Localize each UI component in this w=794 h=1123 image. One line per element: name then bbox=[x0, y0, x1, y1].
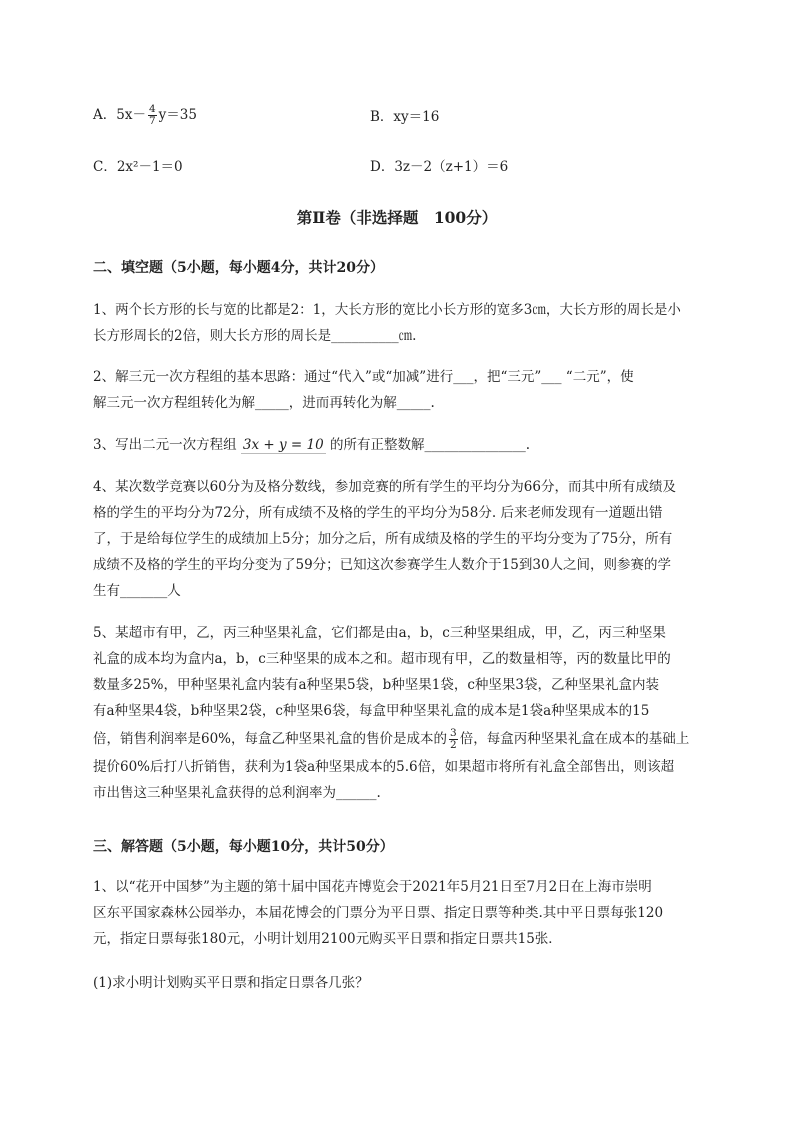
q3-suffix: 的所有正整数解_______________. bbox=[329, 437, 531, 453]
q4-line: 4、某次数学竞赛以60分为及格分数线，参加竞赛的所有学生的平均分为66分，而其中所有成绩及 bbox=[93, 479, 676, 495]
s3q1-line: 区东平国家森林公园举办，本届花博会的门票分为平日票、指定日票等种类.其中平日票每张120 bbox=[93, 905, 664, 921]
section2-heading: 二、填空题（5小题，每小题4分，共计20分） bbox=[93, 260, 384, 276]
q3-prefix: 3、写出二元一次方程组 bbox=[93, 437, 237, 453]
q5-fraction-line bbox=[93, 724, 713, 754]
section3-heading: 三、解答题（5小题，每小题10分，共计50分） bbox=[93, 839, 394, 855]
q2-line: 解三元一次方程组转化为解_____，进而再转化为解_____. bbox=[93, 395, 435, 411]
q5-frac-suffix: 倍，每盒丙种坚果礼盒在成本的基础上 bbox=[459, 731, 690, 747]
part-title: 第Ⅱ卷（非选择题 100分） bbox=[296, 208, 498, 227]
fraction-numerator: 4 bbox=[148, 103, 156, 115]
q2-line: 2、解三元一次方程组的基本思路：通过“代入”或“加减”进行___，把“三元”___ “二元”，使 bbox=[93, 369, 634, 385]
q5-fraction bbox=[449, 728, 458, 751]
q4-line: 格的学生的平均分为72分，所有成绩不及格的学生的平均分为58分. 后来老师发现有一道题出错 bbox=[93, 505, 663, 521]
option-b[interactable]: B．xy＝16 bbox=[370, 109, 440, 125]
q5-line: 礼盒的成本均为盒内a，b，c三种坚果的成本之和。超市现有甲，乙的数量相等，丙的数量比甲的 bbox=[93, 651, 671, 667]
section2-q3 bbox=[93, 432, 713, 458]
q3-line bbox=[93, 432, 713, 458]
q4-line: 了，于是给每位学生的成绩加上5分；加分之后，所有成绩及格的学生的平均分变为了75分，所有 bbox=[93, 531, 673, 547]
q1-line: 长方形周长的2倍，则大长方形的周长是__________㎝. bbox=[93, 328, 417, 344]
q5-line: 数量多25%，甲种坚果礼盒内装有a种坚果5袋，b种坚果1袋，c种坚果3袋，乙种坚果礼盒内装 bbox=[93, 677, 660, 693]
section3-q1-sub1 bbox=[93, 970, 713, 996]
q5-line: 5、某超市有甲，乙，丙三种坚果礼盒，它们都是由a，b，c三种坚果组成，甲，乙，丙三种坚果 bbox=[93, 625, 666, 641]
s3q1-sub1-line: (1)求小明计划购买平日票和指定日票各几张？ bbox=[93, 975, 369, 991]
q5-frac-prefix: 倍，销售利润率是60%，每盒乙种坚果礼盒的售价是成本的 bbox=[93, 731, 448, 747]
fraction-numerator: 3 bbox=[450, 727, 457, 739]
q3-equation: 3x + y = 10 bbox=[242, 437, 324, 453]
s3q1-line: 元，指定日票每张180元，小明计划用2100元购买平日票和指定日票共15张． bbox=[93, 931, 562, 947]
fraction-denominator: 7 bbox=[148, 115, 156, 127]
option-a-suffix: y＝35 bbox=[158, 107, 197, 123]
q5-line: 有a种坚果4袋，b种坚果2袋，c种坚果6袋，每盒甲种坚果礼盒的成本是1袋a种坚果成本的15 bbox=[93, 703, 650, 719]
q5-line: 提价60%后打八折销售，获利为1袋a种坚果成本的5.6倍，如果超市将所有礼盒全部售出，则该超 bbox=[93, 759, 675, 775]
option-a-prefix: A．5x－ bbox=[93, 107, 146, 123]
section2-q5 bbox=[93, 620, 713, 806]
section2-q2 bbox=[93, 364, 713, 416]
q1-line: 1、两个长方形的长与宽的比都是2：1，大长方形的宽比小长方形的宽多3㎝，大长方形的周长是小 bbox=[93, 302, 681, 318]
option-c[interactable]: C．2x²－1＝0 bbox=[93, 159, 183, 175]
section2-q1 bbox=[93, 297, 713, 349]
q4-line: 成绩不及格的学生的平均分变为了59分；已知这次参赛学生人数介于15到30人之间，则参赛的学 bbox=[93, 557, 672, 573]
section3-q1 bbox=[93, 874, 713, 952]
section2-q4 bbox=[93, 474, 713, 604]
option-d[interactable]: D．3z－2（z+1）＝6 bbox=[370, 159, 509, 175]
s3q1-line: 1、以“花开中国梦”为主题的第十届中国花卉博览会于2021年5月21日至7月2日在上海市崇明 bbox=[93, 879, 652, 895]
option-a[interactable] bbox=[93, 104, 197, 127]
option-a-fraction bbox=[148, 104, 157, 127]
q4-line: 生有_______人 bbox=[93, 583, 181, 599]
q5-line: 市出售这三种坚果礼盒获得的总利润率为______. bbox=[93, 785, 381, 801]
fraction-denominator: 2 bbox=[450, 739, 457, 751]
